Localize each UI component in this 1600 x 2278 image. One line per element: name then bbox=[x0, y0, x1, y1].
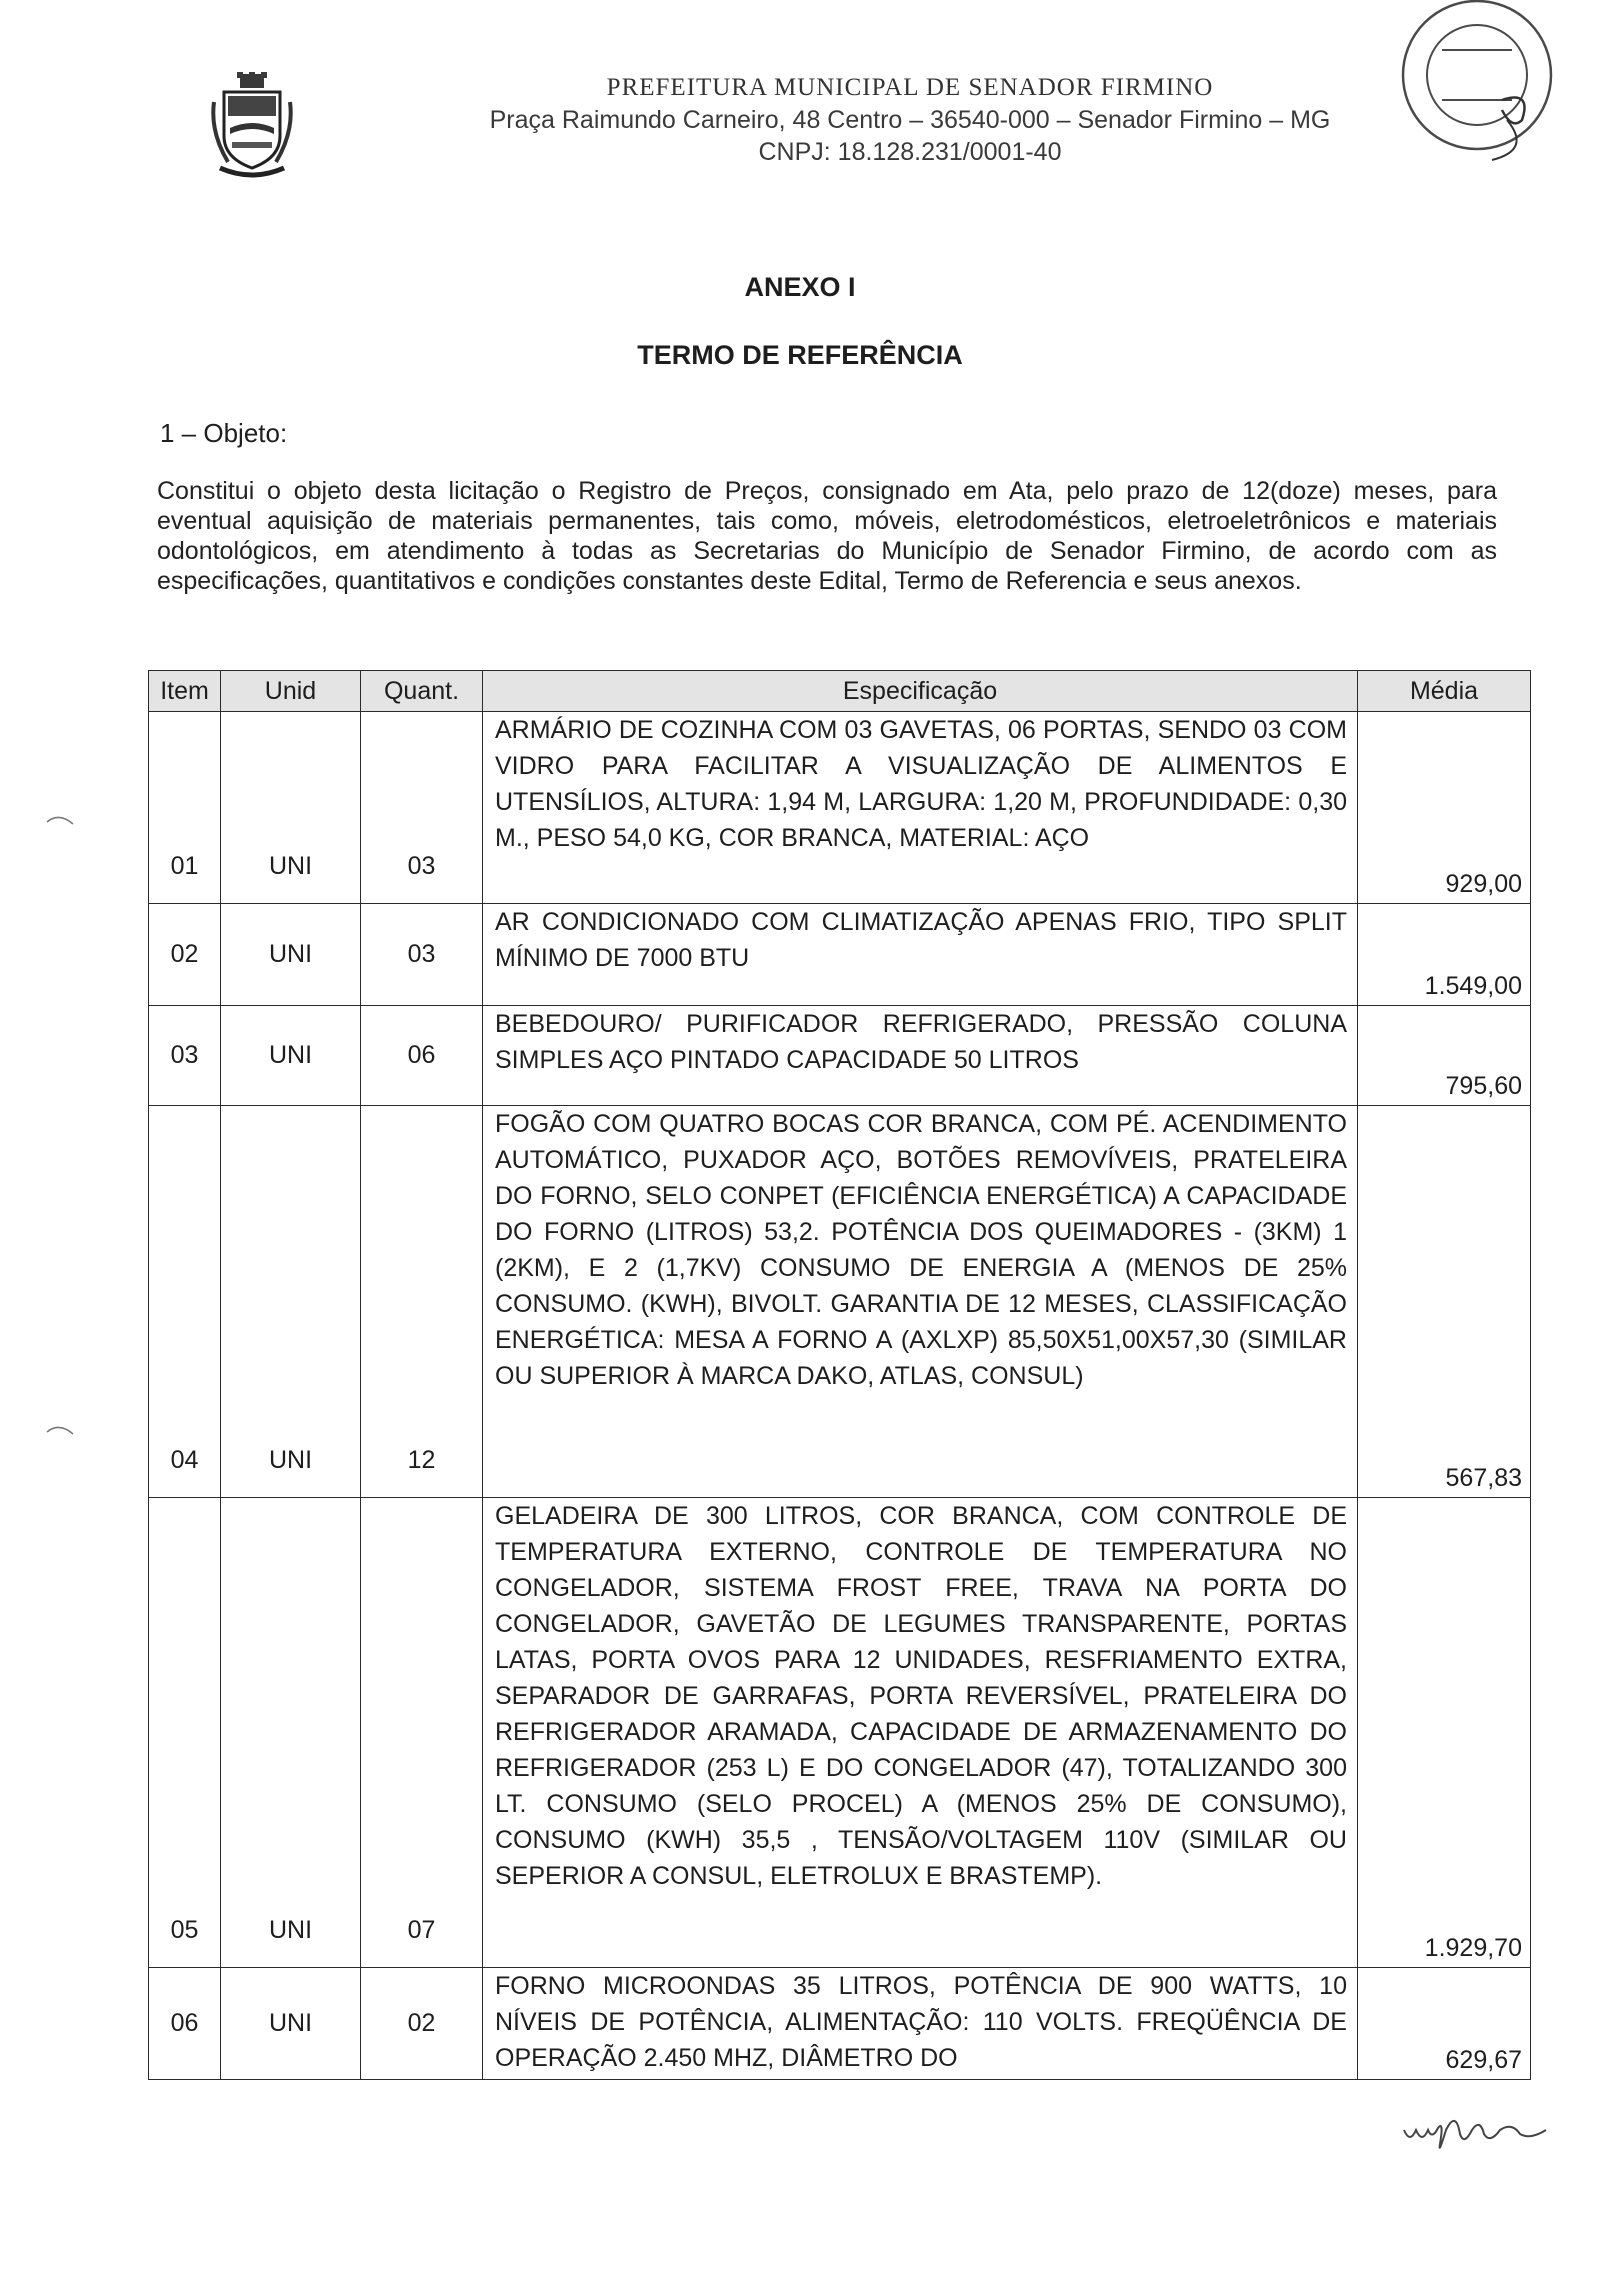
municipality-address: Praça Raimundo Carneiro, 48 Centro – 36540-000 – Senador Firmino – MG bbox=[489, 106, 1331, 134]
item-average-price: 1.929,70 bbox=[1358, 1498, 1531, 1968]
item-unit: UNI bbox=[221, 1106, 361, 1498]
item-quantity: 12 bbox=[361, 1106, 483, 1498]
item-number: 05 bbox=[149, 1498, 221, 1968]
item-quantity: 06 bbox=[361, 1006, 483, 1106]
item-average-price: 795,60 bbox=[1358, 1006, 1531, 1106]
table-row bbox=[149, 904, 1531, 1006]
item-number: 02 bbox=[149, 904, 221, 1006]
item-number: 03 bbox=[149, 1006, 221, 1106]
item-average-price: 629,67 bbox=[1358, 1968, 1531, 2080]
table-row bbox=[149, 1106, 1531, 1498]
item-unit: UNI bbox=[221, 712, 361, 904]
section-label: 1 – Objeto: bbox=[160, 418, 288, 448]
item-specification: FOGÃO COM QUATRO BOCAS COR BRANCA, COM PÉ. ACENDIMENTO AUTOMÁTICO, PUXADOR AÇO, BOTÕES REMOVÍVEIS, PRATELEIRA DO FORNO, SELO CONPET (EFICIÊNCIA ENERGÉTICA) A CAPACIDADE DO FORNO (LITROS) 53,2. POTÊNCIA DOS QUEIMADORES - (3KM) 1 (2KM), E 2 (1,7KV) CONSUMO DE ENERGIA A (MENOS DE 25% CONSUMO. (KWH), BIVOLT. GARANTIA DE 12 MESES, CLASSIFICAÇÃO ENERGÉTICA: MESA A FORNO A (AXLXP) 85,50X51,00X57,30 (SIMILAR OU SUPERIOR À MARCA DAKO, ATLAS, CONSUL) bbox=[483, 1106, 1358, 1498]
table-row bbox=[149, 1968, 1531, 2080]
handwritten-signature bbox=[1400, 2100, 1550, 2160]
table-row bbox=[149, 1006, 1531, 1106]
municipal-coat-of-arms bbox=[210, 72, 294, 182]
item-specification: FORNO MICROONDAS 35 LITROS, POTÊNCIA DE 900 WATTS, 10 NÍVEIS DE POTÊNCIA, ALIMENTAÇÃO: 110 VOLTS. FREQÜÊNCIA DE OPERAÇÃO 2.450 MHZ, DIÂMETRO DO bbox=[483, 1968, 1358, 2080]
item-specification: BEBEDOURO/ PURIFICADOR REFRIGERADO, PRESSÃO COLUNA SIMPLES AÇO PINTADO CAPACIDADE 50 LITROS bbox=[483, 1006, 1358, 1106]
header-spec: Especificação bbox=[483, 671, 1358, 712]
item-unit: UNI bbox=[221, 1006, 361, 1106]
item-quantity: 02 bbox=[361, 1968, 483, 2080]
table-row bbox=[149, 1498, 1531, 1968]
item-average-price: 1.549,00 bbox=[1358, 904, 1531, 1006]
item-quantity: 07 bbox=[361, 1498, 483, 1968]
item-specification: AR CONDICIONADO COM CLIMATIZAÇÃO APENAS FRIO, TIPO SPLIT MÍNIMO DE 7000 BTU bbox=[483, 904, 1358, 1006]
items-table bbox=[148, 670, 1531, 2080]
item-unit: UNI bbox=[221, 904, 361, 1006]
header-item: Item bbox=[149, 671, 221, 712]
item-number: 06 bbox=[149, 1968, 221, 2080]
annex-title: ANEXO I bbox=[744, 272, 856, 302]
item-unit: UNI bbox=[221, 1968, 361, 2080]
municipality-name: PREFEITURA MUNICIPAL DE SENADOR FIRMINO bbox=[606, 74, 1214, 101]
municipality-cnpj: CNPJ: 18.128.231/0001-40 bbox=[758, 138, 1062, 166]
document-header bbox=[420, 72, 1400, 168]
header-media: Média bbox=[1358, 671, 1531, 712]
header-quant: Quant. bbox=[361, 671, 483, 712]
item-quantity: 03 bbox=[361, 712, 483, 904]
table-row bbox=[149, 712, 1531, 904]
commission-stamp bbox=[1382, 0, 1562, 180]
item-unit: UNI bbox=[221, 1498, 361, 1968]
object-paragraph: Constitui o objeto desta licitação o Registro de Preços, consignado em Ata, pelo prazo de 12(doze) meses, para eventual aquisição de materiais permanentes, tais como, móveis, eletrodomésticos, eletroeletrônicos e materiais odontológicos, em atendimento à todas as Secretarias do Município de Senador Firmino, de acordo com as especificações, quantitativos e condições constantes deste Edital, Termo de Referencia e seus anexos. bbox=[157, 477, 1497, 595]
margin-mark bbox=[45, 812, 75, 826]
header-unid: Unid bbox=[221, 671, 361, 712]
document-subtitle: TERMO DE REFERÊNCIA bbox=[637, 340, 963, 370]
item-specification: GELADEIRA DE 300 LITROS, COR BRANCA, COM CONTROLE DE TEMPERATURA EXTERNO, CONTROLE DE TEMPERATURA NO CONGELADOR, SISTEMA FROST FREE, TRAVA NA PORTA DO CONGELADOR, GAVETÃO DE LEGUMES TRANSPARENTE, PORTAS LATAS, PORTA OVOS PARA 12 UNIDADES, RESFRIAMENTO EXTRA, SEPARADOR DE GARRAFAS, PORTA REVERSÍVEL, PRATELEIRA DO REFRIGERADOR ARAMADA, CAPACIDADE DE ARMAZENAMENTO DO REFRIGERADOR (253 L) E DO CONGELADOR (47), TOTALIZANDO 300 LT. CONSUMO (SELO PROCEL) A (MENOS 25% DE CONSUMO), CONSUMO (KWH) 35,5 , TENSÃO/VOLTAGEM 110V (SIMILAR OU SEPERIOR A CONSUL, ELETROLUX E BRASTEMP). bbox=[483, 1498, 1358, 1968]
item-average-price: 929,00 bbox=[1358, 712, 1531, 904]
item-number: 04 bbox=[149, 1106, 221, 1498]
item-quantity: 03 bbox=[361, 904, 483, 1006]
table-header-row bbox=[149, 671, 1531, 712]
margin-mark bbox=[45, 1422, 75, 1436]
item-specification: ARMÁRIO DE COZINHA COM 03 GAVETAS, 06 PORTAS, SENDO 03 COM VIDRO PARA FACILITAR A VISUALIZAÇÃO DE ALIMENTOS E UTENSÍLIOS, ALTURA: 1,94 M, LARGURA: 1,20 M, PROFUNDIDADE: 0,30 M., PESO 54,0 KG, COR BRANCA, MATERIAL: AÇO bbox=[483, 712, 1358, 904]
item-average-price: 567,83 bbox=[1358, 1106, 1531, 1498]
item-number: 01 bbox=[149, 712, 221, 904]
